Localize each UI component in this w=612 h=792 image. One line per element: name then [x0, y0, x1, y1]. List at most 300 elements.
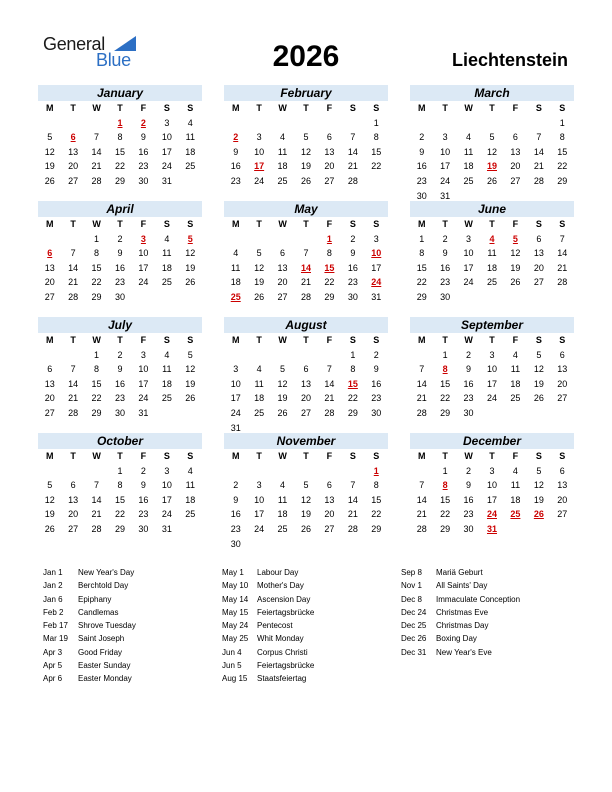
day: 20: [44, 277, 55, 288]
holiday-entry: [43, 659, 136, 672]
day: 14: [68, 262, 79, 273]
day: 4: [233, 248, 239, 259]
day: 27: [300, 407, 311, 418]
weekday-label: W: [464, 219, 473, 229]
day: 13: [510, 146, 521, 157]
month-june: [410, 201, 574, 305]
day: 25: [161, 393, 172, 404]
holiday-name: Boxing Day: [436, 634, 477, 644]
day: 26: [185, 393, 196, 404]
holiday-day: 14: [300, 262, 311, 273]
weekday-label: F: [140, 103, 147, 113]
day: 23: [416, 175, 427, 186]
day: 9: [140, 132, 146, 143]
day: 30: [416, 190, 427, 201]
day: 12: [533, 480, 544, 491]
day: 23: [371, 393, 382, 404]
day: 20: [68, 161, 79, 172]
day: 16: [347, 262, 358, 273]
month-title: December: [410, 433, 574, 449]
day: 23: [347, 277, 358, 288]
day: 26: [533, 393, 544, 404]
day: 19: [185, 378, 196, 389]
holiday-day: 25: [510, 509, 521, 520]
day: 17: [161, 494, 172, 505]
month-title: January: [38, 85, 202, 101]
weekday-label: S: [187, 451, 194, 461]
weekday-label: M: [231, 451, 240, 461]
holiday-entry: [222, 632, 314, 645]
logo-general-text: General: [43, 34, 105, 54]
day: 6: [559, 349, 565, 360]
holiday-date: Nov 1: [401, 581, 422, 591]
weekday-label: T: [256, 219, 262, 229]
holiday-entry: [222, 659, 314, 672]
holiday-day: 24: [486, 509, 497, 520]
day: 28: [533, 175, 544, 186]
holiday-entry: [222, 606, 314, 619]
day: 21: [91, 161, 102, 172]
logo-triangle-icon: [114, 36, 136, 51]
day: 27: [324, 523, 335, 534]
day: 13: [68, 494, 79, 505]
weekday-label: M: [417, 219, 426, 229]
day: 17: [371, 262, 382, 273]
day: 3: [256, 480, 262, 491]
day: 2: [466, 349, 472, 360]
weekday-label: M: [45, 219, 54, 229]
weekday-label: S: [163, 451, 170, 461]
weekday-label: S: [163, 219, 170, 229]
weekday-label: F: [512, 103, 519, 113]
day: 5: [256, 248, 262, 259]
day-grid: [410, 101, 574, 203]
day: 3: [489, 349, 495, 360]
day: 27: [557, 393, 568, 404]
month-august: [224, 317, 388, 435]
day: 14: [557, 248, 568, 259]
day: 15: [114, 146, 125, 157]
weekday-label: S: [349, 219, 356, 229]
day: 17: [138, 262, 149, 273]
day: 20: [324, 509, 335, 520]
day-grid: [38, 217, 202, 305]
day: 7: [350, 480, 356, 491]
day: 9: [466, 480, 472, 491]
month-july: [38, 317, 202, 421]
empty-cell: [410, 116, 433, 131]
logo: [43, 34, 143, 74]
day: 7: [70, 364, 76, 375]
day: 3: [140, 349, 146, 360]
day: 13: [44, 378, 55, 389]
holiday-name: Saint Joseph: [78, 634, 125, 644]
day: 12: [44, 494, 55, 505]
day: 28: [91, 523, 102, 534]
month-title: May: [224, 201, 388, 217]
holiday-date: Apr 6: [43, 674, 63, 684]
holiday-name: Epiphany: [78, 594, 112, 604]
day: 25: [185, 509, 196, 520]
day: 12: [185, 364, 196, 375]
weekday-label: W: [464, 103, 473, 113]
day: 7: [326, 364, 332, 375]
empty-cell: [38, 116, 61, 131]
empty-cell: [318, 464, 341, 479]
day: 24: [486, 393, 497, 404]
day: 24: [138, 277, 149, 288]
day: 15: [114, 494, 125, 505]
day: 5: [280, 364, 286, 375]
day: 19: [44, 161, 55, 172]
empty-cell: [410, 348, 433, 363]
day: 19: [533, 494, 544, 505]
day: 16: [463, 494, 474, 505]
day: 15: [440, 494, 451, 505]
day: 9: [233, 494, 239, 505]
day: 13: [324, 494, 335, 505]
day: 24: [161, 509, 172, 520]
day: 23: [138, 161, 149, 172]
month-title: August: [224, 317, 388, 333]
holiday-name: Easter Sunday: [78, 661, 131, 671]
holiday-entry: [401, 646, 520, 659]
day: 27: [510, 175, 521, 186]
weekday-label: T: [442, 335, 448, 345]
weekday-label: T: [303, 103, 309, 113]
day: 5: [47, 480, 53, 491]
holiday-entry: [222, 579, 314, 592]
weekday-label: T: [256, 103, 262, 113]
holiday-entry: [401, 606, 520, 619]
day-grid: [410, 449, 574, 537]
day: 12: [300, 494, 311, 505]
month-title: September: [410, 317, 574, 333]
day: 11: [231, 262, 241, 273]
day: 8: [373, 480, 379, 491]
holiday-day: 1: [373, 465, 379, 476]
day: 23: [230, 175, 241, 186]
day: 28: [68, 407, 79, 418]
day-grid: [410, 217, 574, 305]
holiday-date: May 25: [222, 634, 249, 644]
day: 15: [371, 146, 382, 157]
weekday-label: F: [326, 451, 333, 461]
holiday-day: 17: [254, 161, 265, 172]
weekday-label: T: [442, 219, 448, 229]
empty-cell: [480, 116, 503, 131]
weekday-label: T: [70, 451, 76, 461]
holiday-name: New Year's Eve: [436, 647, 492, 657]
day: 25: [486, 277, 497, 288]
day: 10: [440, 146, 451, 157]
day: 11: [277, 494, 288, 505]
day-grid: [224, 101, 388, 189]
day: 16: [138, 494, 149, 505]
holiday-date: Sep 8: [401, 568, 422, 577]
holiday-day: 31: [486, 523, 497, 534]
day: 10: [230, 378, 241, 389]
empty-cell: [271, 116, 294, 131]
day: 11: [185, 132, 195, 143]
day: 4: [164, 349, 170, 360]
day: 11: [254, 378, 264, 389]
day: 24: [254, 523, 265, 534]
day: 14: [416, 494, 427, 505]
day: 30: [347, 291, 358, 302]
day: 24: [138, 393, 149, 404]
weekday-label: S: [187, 103, 194, 113]
day: 8: [326, 248, 332, 259]
holiday-day: 26: [533, 509, 544, 520]
weekday-label: S: [559, 219, 566, 229]
day: 10: [254, 494, 265, 505]
weekday-label: T: [117, 451, 123, 461]
holiday-date: May 15: [222, 607, 249, 617]
day: 26: [300, 523, 311, 534]
weekday-label: S: [559, 335, 566, 345]
day: 5: [489, 132, 495, 143]
weekday-label: S: [535, 103, 542, 113]
day-grid: [38, 333, 202, 421]
day-grid: [224, 333, 388, 435]
day: 18: [486, 262, 497, 273]
day: 27: [68, 175, 79, 186]
holiday-date: Jun 4: [222, 647, 242, 657]
holiday-entry: [401, 579, 520, 592]
day: 10: [138, 364, 149, 375]
day: 19: [277, 393, 288, 404]
holiday-name: Easter Monday: [78, 674, 132, 684]
day: 29: [114, 523, 125, 534]
day: 29: [91, 407, 102, 418]
day: 6: [512, 132, 518, 143]
month-title: February: [224, 85, 388, 101]
day: 7: [419, 480, 425, 491]
holiday-date: Jun 5: [222, 661, 242, 671]
day: 18: [230, 277, 241, 288]
day: 1: [419, 233, 425, 244]
day: 1: [94, 233, 100, 244]
day: 4: [187, 117, 193, 128]
holiday-date: May 10: [222, 581, 249, 591]
day: 1: [559, 117, 565, 128]
holiday-day: 5: [187, 233, 193, 244]
day-grid: [224, 217, 388, 305]
holiday-name: Mother's Day: [257, 581, 304, 591]
holiday-date: Apr 3: [43, 647, 63, 657]
day: 13: [277, 262, 288, 273]
weekday-label: W: [92, 219, 101, 229]
day: 27: [557, 509, 568, 520]
day: 12: [300, 146, 311, 157]
holiday-column: [401, 566, 520, 659]
day: 25: [185, 161, 196, 172]
day: 7: [350, 132, 356, 143]
day: 31: [161, 523, 172, 534]
day: 7: [559, 233, 565, 244]
day: 1: [350, 349, 356, 360]
month-february: [224, 85, 388, 189]
day: 3: [442, 132, 448, 143]
day: 22: [440, 509, 451, 520]
day: 2: [419, 132, 425, 143]
day: 26: [510, 277, 521, 288]
holiday-name: Christmas Day: [436, 621, 489, 631]
day: 3: [164, 117, 170, 128]
day: 19: [44, 509, 55, 520]
empty-cell: [318, 116, 341, 131]
day: 21: [416, 509, 427, 520]
day: 22: [324, 277, 335, 288]
day: 31: [138, 407, 149, 418]
day: 21: [68, 277, 79, 288]
day: 7: [70, 248, 76, 259]
day: 21: [416, 393, 427, 404]
day: 2: [117, 349, 123, 360]
day: 1: [117, 465, 123, 476]
day: 1: [442, 349, 448, 360]
holiday-entry: [222, 672, 314, 685]
day: 14: [533, 146, 544, 157]
day: 6: [303, 364, 309, 375]
weekday-label: M: [231, 103, 240, 113]
weekday-label: F: [512, 451, 519, 461]
holiday-name: Staatsfeiertag: [257, 674, 307, 684]
day: 9: [442, 248, 448, 259]
day: 12: [254, 262, 265, 273]
day: 16: [371, 378, 382, 389]
weekday-label: M: [231, 335, 240, 345]
day: 22: [371, 161, 382, 172]
day: 29: [371, 523, 382, 534]
holiday-name: Candlemas: [78, 607, 119, 617]
day: 19: [300, 161, 311, 172]
weekday-label: S: [559, 103, 566, 113]
holiday-column: [222, 566, 314, 686]
day: 15: [371, 494, 382, 505]
weekday-label: T: [303, 219, 309, 229]
weekday-label: T: [256, 451, 262, 461]
weekday-label: T: [489, 103, 495, 113]
empty-cell: [61, 116, 84, 131]
day: 22: [440, 393, 451, 404]
day: 20: [324, 161, 335, 172]
day: 27: [44, 291, 55, 302]
month-november: [224, 433, 388, 551]
day: 1: [373, 117, 379, 128]
weekday-label: W: [278, 335, 287, 345]
weekday-label: F: [512, 335, 519, 345]
holiday-date: Jan 6: [43, 594, 63, 604]
day: 31: [230, 422, 241, 433]
weekday-label: M: [417, 103, 426, 113]
day: 12: [486, 146, 497, 157]
day: 14: [91, 146, 102, 157]
day: 17: [486, 378, 497, 389]
holiday-day: 15: [324, 262, 335, 273]
holiday-day: 1: [117, 117, 123, 128]
empty-cell: [224, 464, 247, 479]
month-september: [410, 317, 574, 421]
holiday-day: 4: [489, 233, 495, 244]
weekday-label: T: [489, 219, 495, 229]
day: 12: [44, 146, 55, 157]
day: 25: [510, 393, 521, 404]
holiday-entry: [222, 646, 314, 659]
day: 6: [559, 465, 565, 476]
day: 31: [440, 190, 451, 201]
holiday-day: 10: [371, 248, 382, 259]
day: 5: [47, 132, 53, 143]
holiday-date: Dec 31: [401, 647, 427, 657]
day: 17: [440, 161, 451, 172]
day: 9: [466, 364, 472, 375]
day: 12: [185, 248, 196, 259]
day: 7: [419, 364, 425, 375]
day: 23: [440, 277, 451, 288]
day: 13: [533, 248, 544, 259]
holiday-name: Shrove Tuesday: [78, 621, 136, 631]
holiday-entry: [401, 593, 520, 606]
day: 9: [140, 480, 146, 491]
holiday-day: 2: [140, 117, 146, 128]
weekday-label: T: [70, 103, 76, 113]
holiday-date: Dec 8: [401, 594, 422, 604]
day: 26: [185, 277, 196, 288]
day: 14: [68, 378, 79, 389]
weekday-label: S: [535, 451, 542, 461]
holiday-name: Immaculate Conception: [436, 594, 521, 604]
day: 21: [324, 393, 335, 404]
empty-cell: [457, 116, 480, 131]
empty-cell: [85, 464, 108, 479]
holiday-date: Jan 1: [43, 568, 63, 577]
day: 11: [162, 364, 172, 375]
holiday-day: 24: [371, 277, 382, 288]
holiday-day: 19: [486, 161, 497, 172]
empty-cell: [527, 116, 550, 131]
day: 4: [280, 132, 286, 143]
holiday-date: Aug 15: [222, 674, 248, 684]
day: 30: [463, 407, 474, 418]
month-december: [410, 433, 574, 537]
day: 18: [463, 161, 474, 172]
day: 15: [91, 378, 102, 389]
day: 14: [347, 146, 358, 157]
day: 21: [300, 277, 311, 288]
day: 5: [303, 132, 309, 143]
day: 17: [486, 494, 497, 505]
holiday-entry: [43, 566, 136, 579]
month-title: July: [38, 317, 202, 333]
day: 20: [557, 494, 568, 505]
day: 14: [416, 378, 427, 389]
day: 30: [138, 175, 149, 186]
day: 22: [416, 277, 427, 288]
day: 18: [161, 378, 172, 389]
day: 8: [94, 364, 100, 375]
day: 2: [466, 465, 472, 476]
holiday-day: 15: [347, 378, 358, 389]
day: 26: [300, 175, 311, 186]
holiday-entry: [401, 632, 520, 645]
holiday-entry: [401, 619, 520, 632]
weekday-label: T: [117, 219, 123, 229]
day: 16: [114, 262, 125, 273]
day: 8: [350, 364, 356, 375]
calendar-year: 2026: [272, 40, 340, 73]
